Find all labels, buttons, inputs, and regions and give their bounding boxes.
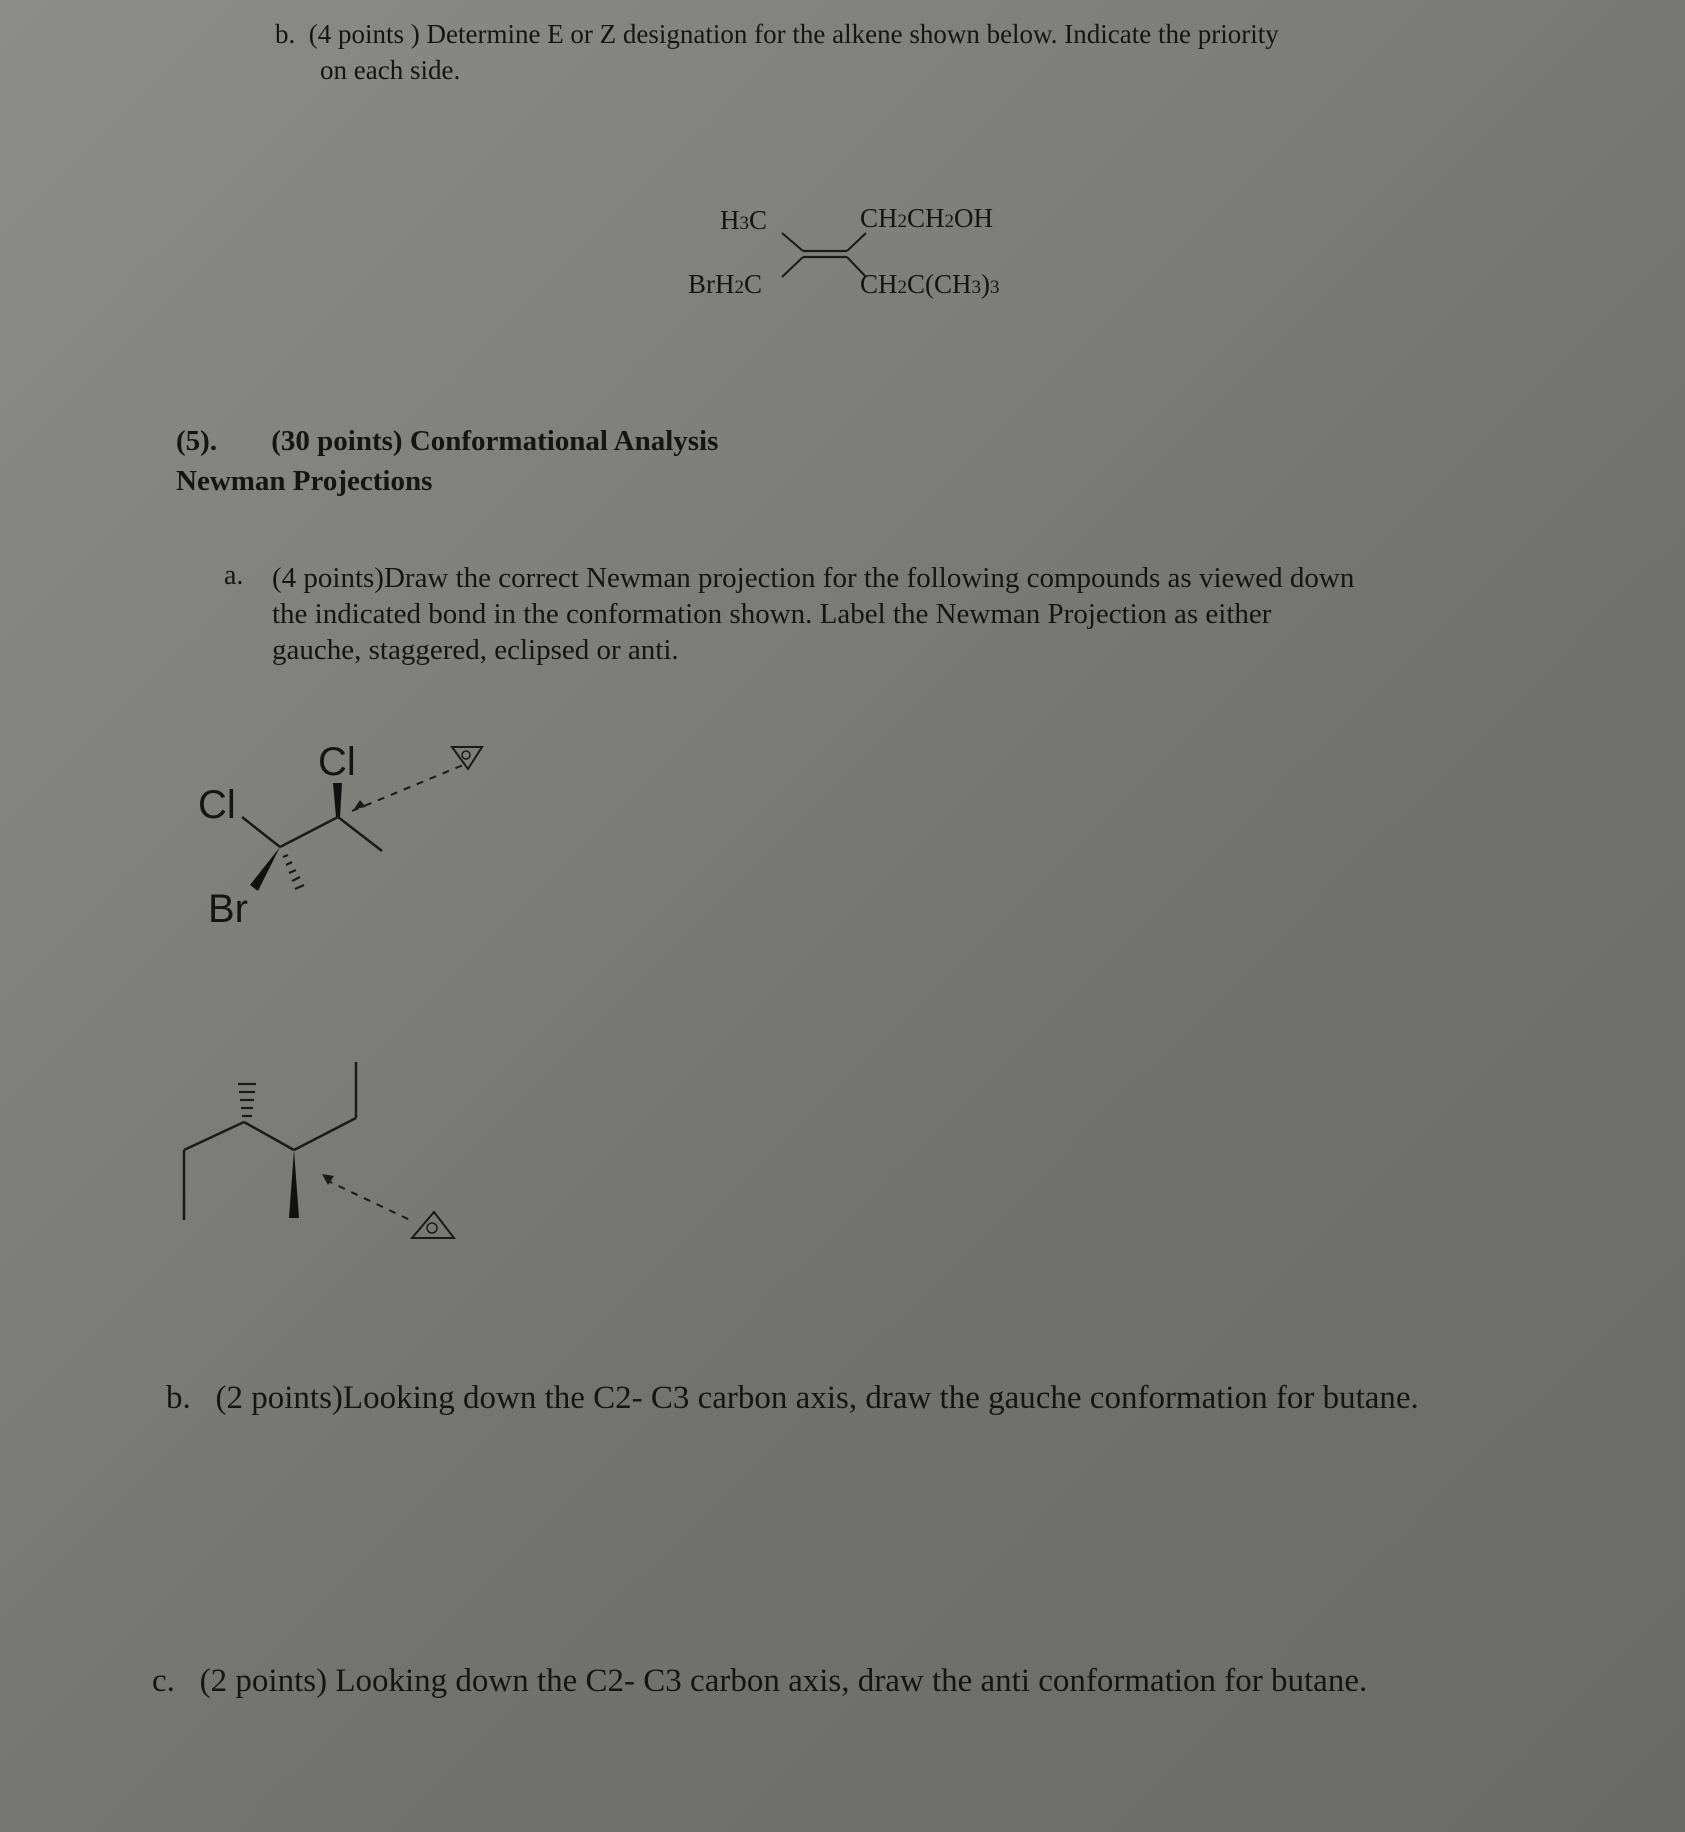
question-b-alkene-line1 bbox=[275, 16, 1279, 52]
molecule-2-bonds bbox=[170, 1040, 490, 1260]
question-c-butane bbox=[152, 1663, 1367, 1700]
question-c-butane-text: (2 points) Looking down the C2- C3 carbon axis, draw the anti conformation for butane. bbox=[199, 1663, 1368, 1699]
molecule-1-atom-br: Br bbox=[208, 887, 248, 931]
question-a-line2: the indicated bond in the conformation shown. Label the Newman Projection as either bbox=[272, 598, 1272, 630]
question-a-label: a. bbox=[224, 560, 244, 591]
question-b-text-line1: (4 points ) Determine E or Z designation for the alkene shown below. Indicate the priority bbox=[308, 19, 1279, 49]
question-a-line3: gauche, staggered, eclipsed or anti. bbox=[272, 634, 679, 666]
substituent-top-left: H3C bbox=[720, 205, 768, 235]
question-b-label: b. bbox=[275, 19, 296, 49]
substituent-bottom-left: BrH2C bbox=[688, 269, 763, 299]
question-b-butane bbox=[166, 1380, 1419, 1417]
question-b-butane-text: (2 points)Looking down the C2- C3 carbon axis, draw the gauche conformation for butane. bbox=[215, 1380, 1419, 1416]
molecule-2 bbox=[170, 1040, 490, 1260]
alkene-structure bbox=[680, 195, 1040, 315]
section-title: (30 points) Conformational Analysis bbox=[271, 425, 719, 457]
substituent-top-right: CH2CH2OH bbox=[860, 203, 994, 233]
question-b-text-line2: on each side. bbox=[320, 55, 461, 85]
question-a-line1: (4 points)Draw the correct Newman projection for the following compounds as viewed down bbox=[272, 562, 1355, 594]
question-c-butane-label: c. bbox=[152, 1663, 175, 1699]
substituent-bottom-right: CH2C(CH3)3 bbox=[860, 269, 1000, 299]
molecule-1-atom-cl-left: Cl bbox=[198, 783, 236, 827]
section-subtitle: Newman Projections bbox=[176, 465, 433, 497]
question-b-butane-label: b. bbox=[166, 1380, 191, 1416]
molecule-1-atom-cl-top: Cl bbox=[318, 740, 356, 784]
molecule-1 bbox=[190, 735, 510, 935]
section-number: (5). bbox=[176, 425, 218, 457]
section-5-heading bbox=[176, 425, 718, 458]
